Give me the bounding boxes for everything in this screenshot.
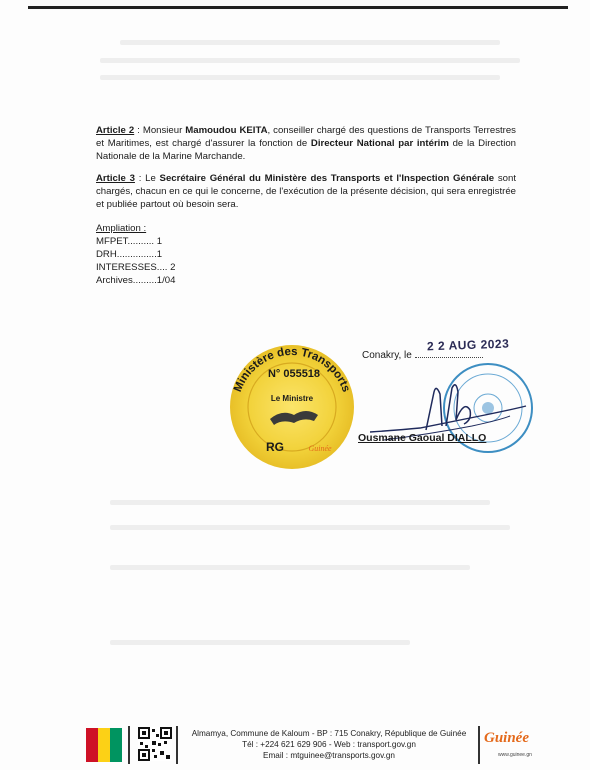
seal-initials: RG [266,440,284,454]
ampliation-block [96,222,175,287]
footer-email: Email : mtguinee@transports.gov.gn [263,751,395,760]
ampliation-line: Archives.........1/04 [96,275,176,286]
bleed-through-line [100,75,500,80]
guinee-logo: Guinée [484,730,529,746]
footer-divider [176,726,178,764]
signer-name: Ousmane Gaoual DIALLO [358,432,487,444]
footer-divider [478,726,480,764]
seal-center-text: Le Ministre [270,394,314,403]
article-3-paragraph: Article 3 : Le Secrétaire Général du Ministère des Transports et l'Inspection Générale sont chargés, chacun en ce qui le concerne, de l'exécution de la présente décision, qui sera enregistrée et publiée partout où besoin sera. [96,173,517,211]
appointee-role: Directeur National par intérim [310,138,449,150]
ampliation-line: INTERESSES.... 2 [96,262,176,273]
bleed-through-line [120,40,500,45]
appointee-name: Mamoudou KEITA [185,125,268,136]
article-2-paragraph: Article 2 : Monsieur Mamoudou KEITA, conseiller chargé des questions de Transports Terrestres et Maritimes, est chargé d'assurer la fonction de Directeur National par intérim de la Direction Nationale de la Marine Marchande. [96,125,516,163]
qr-code-icon [138,727,172,761]
bleed-through-line [110,565,470,570]
top-rule [28,6,568,9]
bleed-through-line [110,525,510,530]
seal-brand: Guinée [308,444,332,453]
bleed-through-line [100,58,520,63]
footer-divider [128,726,130,764]
bleed-through-line [110,500,490,505]
ampliation-title: Ampliation : [96,223,147,234]
seal-ring-text: Ministère des Transports [232,345,352,394]
seal-number: N° 055518 [267,368,321,380]
ministry-seal [222,335,362,475]
article-3-label: Article 3 [96,173,135,184]
guinee-logo-url: www.guinee.gn [498,752,532,758]
footer-address: Almamya, Commune de Kaloum - BP : 715 Conakry, République de Guinée [191,729,467,738]
article-2-label: Article 2 [96,125,135,136]
ampliation-line: DRH...............1 [96,249,163,260]
footer-contact [184,728,474,761]
footer [80,724,540,766]
date-prefix: Conakry, le [362,350,412,361]
guinea-flag-icon [86,728,122,762]
date-stamp: 2 2 AUG 2023 [426,336,510,354]
footer-phone-web: Tél : +224 621 629 906 - Web : transport.gov.gn [242,740,416,749]
bleed-through-line [110,640,410,645]
ampliation-line: MFPET.......... 1 [96,236,163,247]
